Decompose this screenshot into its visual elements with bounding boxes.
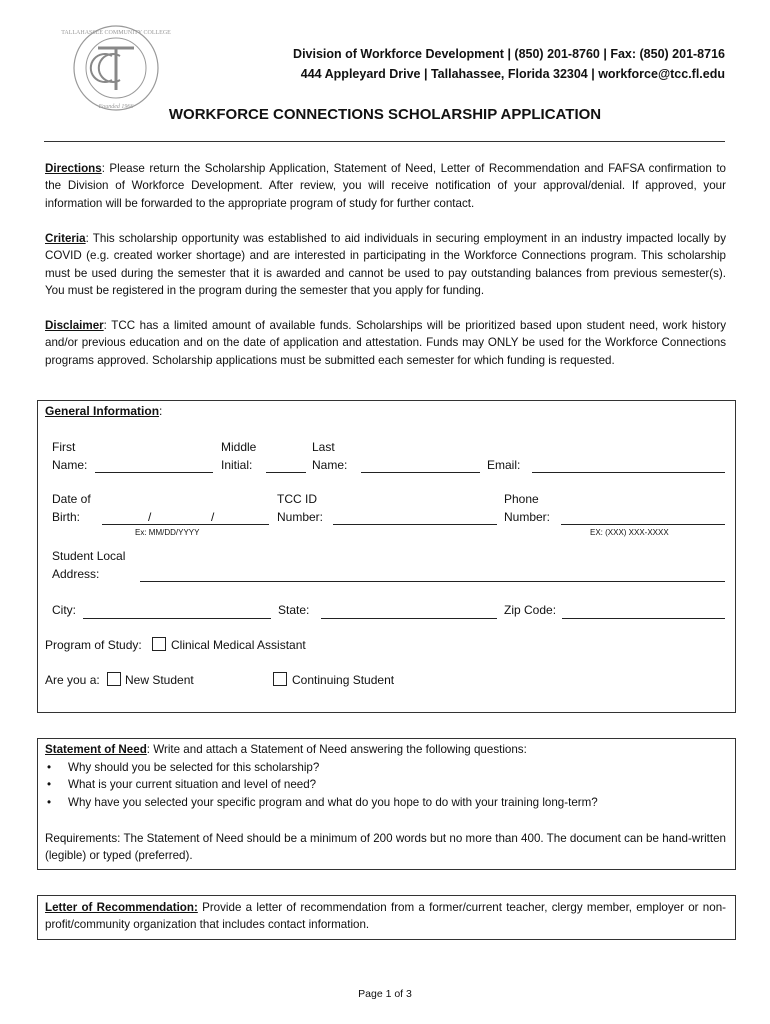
dob-label-2: Birth:: [52, 510, 81, 524]
list-item: • Why should you be selected for this scholarship?: [45, 759, 726, 776]
statement-of-need-text: : Write and attach a Statement of Need answering the following questions:: [146, 743, 527, 756]
program-of-study-label: Program of Study:: [45, 638, 142, 652]
directions-paragraph: [45, 160, 726, 212]
page-title: WORKFORCE CONNECTIONS SCHOLARSHIP APPLICATION: [168, 106, 602, 123]
tcc-logo: [61, 18, 171, 118]
page-number: Page 1 of 3: [358, 988, 412, 1000]
last-name-label-2: Name:: [312, 458, 348, 472]
email-label: Email:: [487, 458, 521, 472]
logo-monogram: TCC: [114, 73, 118, 74]
first-name-label-2: Name:: [52, 458, 88, 472]
directions-text: : Please return the Scholarship Application, Statement of Need, Letter of Recommendation and FAFSA confirmation to the Division of Workforce Development. After review, you will receive notification of your approval/denial. If approved, your information will be forwarded to the appropriate program of study for further contact.: [45, 162, 726, 210]
general-information-heading: [45, 404, 162, 418]
city-field[interactable]: [83, 618, 271, 619]
list-item: • Why have you selected your specific program and what do you hope to do with your training long-term?: [45, 794, 726, 811]
general-information-colon: :: [159, 404, 163, 418]
middle-initial-label-1: Middle: [221, 440, 257, 454]
header-contact-line-1: Division of Workforce Development | (850) 201-8760 | Fax: (850) 201-8716: [293, 47, 725, 61]
student-type-label: Are you a:: [45, 673, 100, 687]
disclaimer-text: : TCC has a limited amount of available funds. Scholarships will be prioritized based upon student need, work history and/or previous education and on the date of application and attestation. Funds may ONLY be used for the Workforce Connections programs approved. Scholarship applications must be submitted each semester for which funding is requested.: [45, 319, 726, 367]
logo-ring-top: TALLAHASSEE COMMUNITY COLLEGE: [61, 30, 171, 36]
clinical-medical-assistant-checkbox[interactable]: [152, 637, 166, 651]
state-label: State:: [278, 603, 310, 617]
list-item: • What is your current situation and level of need?: [45, 776, 726, 793]
criteria-paragraph: [45, 230, 726, 300]
criteria-text: : This scholarship opportunity was established to aid individuals in securing employment in an industry impacted locally by COVID (e.g. created worker shortage) and are interested in participating in the Workforce Connections program. This scholarship must be used during the semester that it is awarded and cannot be used to pay outstanding balances from previous semester(s). You must be registered in the program during the semester that you apply for funding.: [45, 232, 726, 298]
state-field[interactable]: [321, 618, 497, 619]
letter-of-recommendation-label: Letter of Recommendation:: [45, 901, 198, 914]
dob-slash-2: /: [211, 510, 215, 524]
middle-initial-label-2: Initial:: [221, 458, 253, 472]
zip-field[interactable]: [562, 618, 725, 619]
general-information-section: [37, 400, 736, 713]
tcc-id-label-2: Number:: [277, 510, 324, 524]
general-information-label: General Information: [45, 404, 160, 418]
email-field[interactable]: [532, 472, 725, 473]
clinical-medical-assistant-label: Clinical Medical Assistant: [171, 638, 306, 652]
first-name-label-1: First: [52, 440, 76, 454]
phone-format-hint: EX: (XXX) XXX-XXXX: [590, 528, 669, 537]
statement-of-need-intro: [45, 741, 726, 758]
zip-label: Zip Code:: [504, 603, 557, 617]
disclaimer-label: Disclaimer: [45, 319, 104, 332]
address-field[interactable]: [140, 581, 725, 582]
dob-slash-1: /: [148, 510, 152, 524]
dob-label-1: Date of: [52, 492, 91, 506]
directions-label: Directions: [45, 162, 102, 175]
last-name-field[interactable]: [361, 472, 480, 473]
continuing-student-checkbox[interactable]: [273, 672, 287, 686]
tcc-id-field[interactable]: [333, 524, 497, 525]
phone-label-2: Number:: [504, 510, 551, 524]
last-name-label-1: Last: [312, 440, 335, 454]
statement-of-need-requirements: Requirements: The Statement of Need should be a minimum of 200 words but no more than 400. The document can be hand-written (legible) or typed (preferred).: [45, 832, 726, 863]
letter-of-recommendation-paragraph: [45, 899, 726, 934]
tcc-id-label-1: TCC ID: [277, 492, 317, 506]
dob-format-hint: Ex: MM/DD/YYYY: [135, 528, 200, 537]
new-student-label: New Student: [125, 673, 194, 687]
address-label-1: Student Local: [52, 549, 126, 563]
dob-field[interactable]: [102, 524, 269, 525]
statement-of-need-questions: [45, 759, 726, 811]
logo-ring-bottom: Founded 1966: [98, 104, 134, 110]
title-divider: [44, 141, 725, 142]
new-student-checkbox[interactable]: [107, 672, 121, 686]
statement-of-need-label: Statement of Need: [45, 743, 147, 756]
letter-of-recommendation-text: Provide a letter of recommendation from a former/current teacher, clergy member, employer or non-profit/community organization that includes contact information.: [45, 901, 727, 932]
first-name-field[interactable]: [95, 472, 213, 473]
continuing-student-label: Continuing Student: [292, 673, 395, 687]
phone-field[interactable]: [561, 524, 725, 525]
criteria-label: Criteria: [45, 232, 86, 245]
middle-initial-field[interactable]: [266, 472, 306, 473]
phone-label-1: Phone: [504, 492, 539, 506]
header-contact-line-2: 444 Appleyard Drive | Tallahassee, Florida 32304 | workforce@tcc.fl.edu: [300, 67, 725, 81]
address-label-2: Address:: [52, 567, 100, 581]
disclaimer-paragraph: [45, 317, 726, 369]
city-label: City:: [52, 603, 76, 617]
tcc-seal-icon: [61, 18, 171, 118]
